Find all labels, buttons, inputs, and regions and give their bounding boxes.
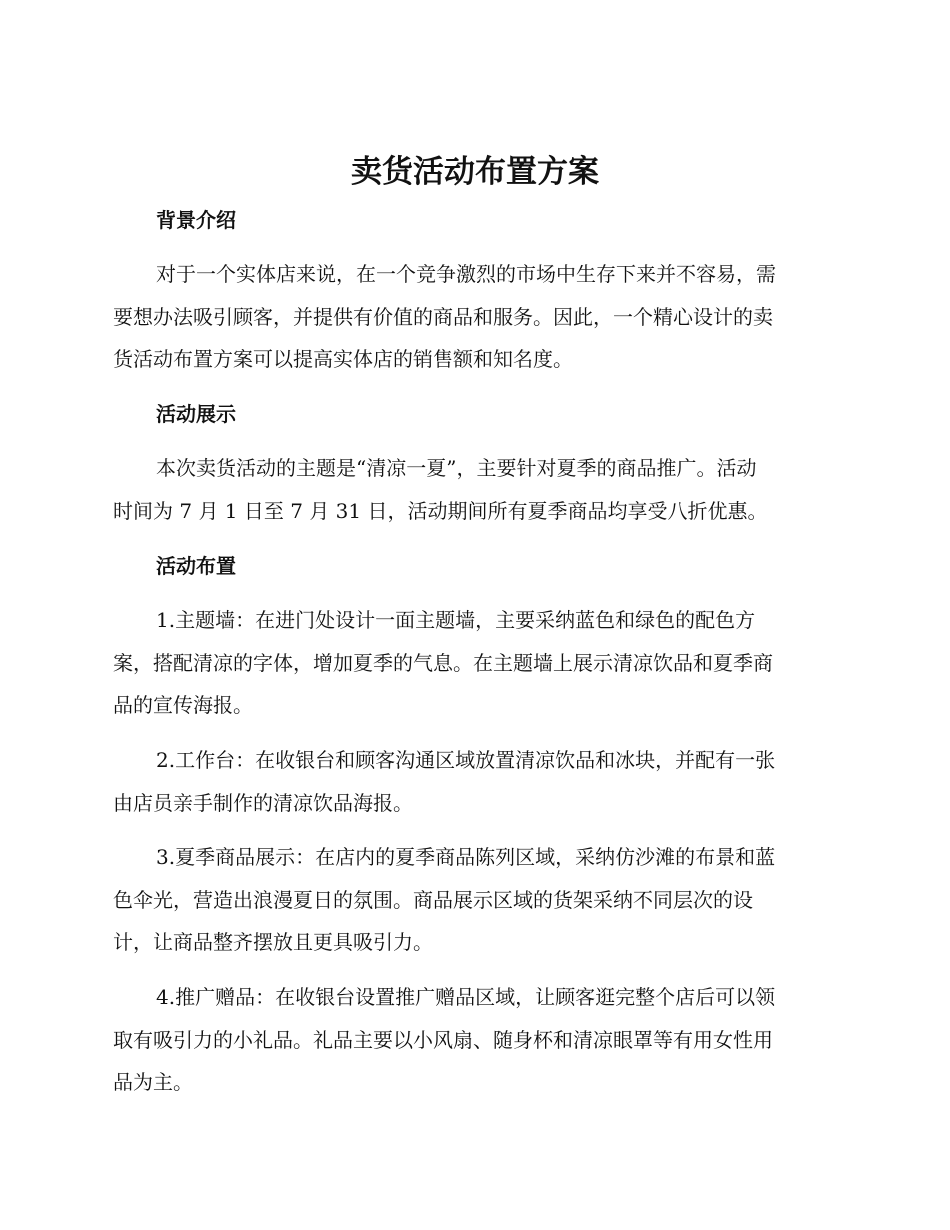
document-title: 卖货活动布置方案	[351, 154, 599, 190]
paragraph-line: 由店员亲手制作的清凉饮品海报。	[113, 790, 413, 815]
paragraph-line: 1.主题墙：在进门处设计一面主题墙，主要采纳蓝色和绿色的配色方	[156, 608, 756, 632]
paragraph-workbench	[113, 739, 833, 824]
paragraph-summer-display	[113, 836, 833, 964]
paragraph-line: 3.夏季商品展示：在店内的夏季商品陈列区域，采纳仿沙滩的布景和蓝	[156, 845, 776, 869]
paragraph-line: 色伞光，营造出浪漫夏日的氛围。商品展示区域的货架采纳不同层次的设	[113, 887, 753, 912]
paragraph-activity-display	[113, 447, 833, 532]
paragraph-line: 案，搭配清凉的字体，增加夏季的气息。在主题墙上展示清凉饮品和夏季商	[113, 650, 773, 675]
paragraph-line: 计，让商品整齐摆放且更具吸引力。	[113, 930, 433, 954]
section-heading-activity-layout: 活动布置	[156, 554, 236, 578]
paragraph-line: 本次卖货活动的主题是“清凉一夏”，主要针对夏季的商品推广。活动	[156, 456, 757, 480]
paragraph-line: 时间为 7 月 1 日至 7 月 31 日，活动期间所有夏季商品均享受八折优惠。	[113, 498, 768, 523]
paragraph-line: 取有吸引力的小礼品。礼品主要以小风扇、随身杯和清凉眼罩等有用女性用	[113, 1027, 773, 1052]
paragraph-line: 4.推广赠品：在收银台设置推广赠品区域，让顾客逛完整个店后可以领	[156, 985, 776, 1009]
paragraph-background	[113, 253, 833, 381]
section-heading-activity-display: 活动展示	[156, 402, 236, 426]
paragraph-line: 品的宣传海报。	[113, 693, 253, 717]
paragraph-theme-wall	[113, 599, 833, 727]
paragraph-line: 货活动布置方案可以提高实体店的销售额和知名度。	[113, 347, 573, 371]
paragraph-promo-gifts	[113, 976, 833, 1104]
paragraph-line: 品为主。	[113, 1070, 193, 1094]
paragraph-line: 2.工作台：在收银台和顾客沟通区域放置清凉饮品和冰块，并配有一张	[156, 748, 776, 772]
paragraph-line: 要想办法吸引顾客，并提供有价值的商品和服务。因此，一个精心设计的卖	[113, 304, 773, 329]
paragraph-line: 对于一个实体店来说，在一个竞争激烈的市场中生存下来并不容易，需	[156, 262, 776, 286]
section-heading-background: 背景介绍	[156, 208, 236, 232]
